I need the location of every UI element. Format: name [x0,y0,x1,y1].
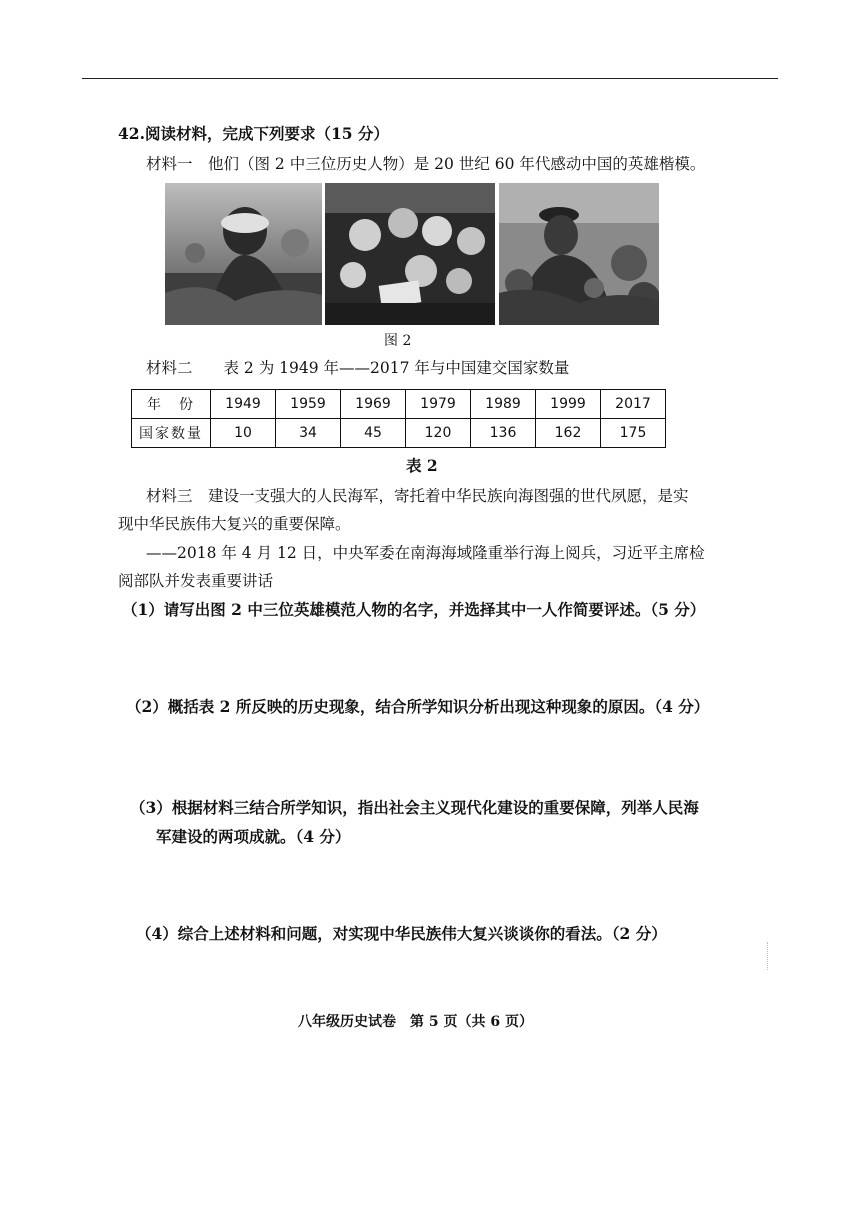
sub-question-2: （2）概括表 2 所反映的历史现象，结合所学知识分析出现这种现象的原因。（4 分） [126,697,710,716]
table-cell: 45 [341,419,406,448]
diplomatic-relations-table [131,389,666,448]
table-cell: 10 [211,419,276,448]
question-title: 42.阅读材料，完成下列要求（15 分） [118,124,389,143]
table-header-count: 国家数量 [132,419,211,448]
source-line1: ——2018 年 4 月 12 日，中央军委在南海海域隆重举行海上阅兵，习近平主席检 [146,544,705,562]
table-cell: 1989 [471,390,536,419]
material-three-line2: 现中华民族伟大复兴的重要保障。 [118,515,351,533]
table-row-years [132,390,666,419]
table-cell: 136 [471,419,536,448]
scan-mark [767,942,768,970]
material-three-line1: 材料三 建设一支强大的人民海军，寄托着中华民族向海图强的世代夙愿，是实 [146,487,689,505]
table-caption: 表 2 [406,456,438,475]
figure-2-photos [165,183,659,325]
header-rule [82,78,778,79]
table-cell: 34 [276,419,341,448]
table-cell: 162 [536,419,601,448]
material-one: 材料一 他们（图 2 中三位历史人物）是 20 世纪 60 年代感动中国的英雄楷模。 [146,155,706,173]
table-cell: 1959 [276,390,341,419]
table-cell: 1969 [341,390,406,419]
sub-question-3-line1: （3）根据材料三结合所学知识，指出社会主义现代化建设的重要保障，列举人民海 [130,798,699,817]
photo-right [499,183,659,325]
table-cell: 175 [601,419,666,448]
page-footer: 八年级历史试卷 第 5 页（共 6 页） [298,1014,533,1030]
photo-middle [325,183,495,325]
sub-question-4: （4）综合上述材料和问题，对实现中华民族伟大复兴谈谈你的看法。（2 分） [136,924,667,943]
source-line2: 阅部队并发表重要讲话 [118,572,274,590]
photo-left [165,183,322,325]
table-cell: 120 [406,419,471,448]
sub-question-3-line2: 军建设的两项成就。（4 分） [156,827,351,846]
table-cell: 1979 [406,390,471,419]
figure-caption: 图 2 [384,333,412,349]
material-two: 材料二 表 2 为 1949 年——2017 年与中国建交国家数量 [146,359,570,377]
table-cell: 1949 [211,390,276,419]
table-header-year: 年 份 [132,390,211,419]
table-row-counts [132,419,666,448]
sub-question-1: （1）请写出图 2 中三位英雄模范人物的名字，并选择其中一人作简要评述。（5 分） [122,600,706,619]
table-cell: 2017 [601,390,666,419]
table-cell: 1999 [536,390,601,419]
